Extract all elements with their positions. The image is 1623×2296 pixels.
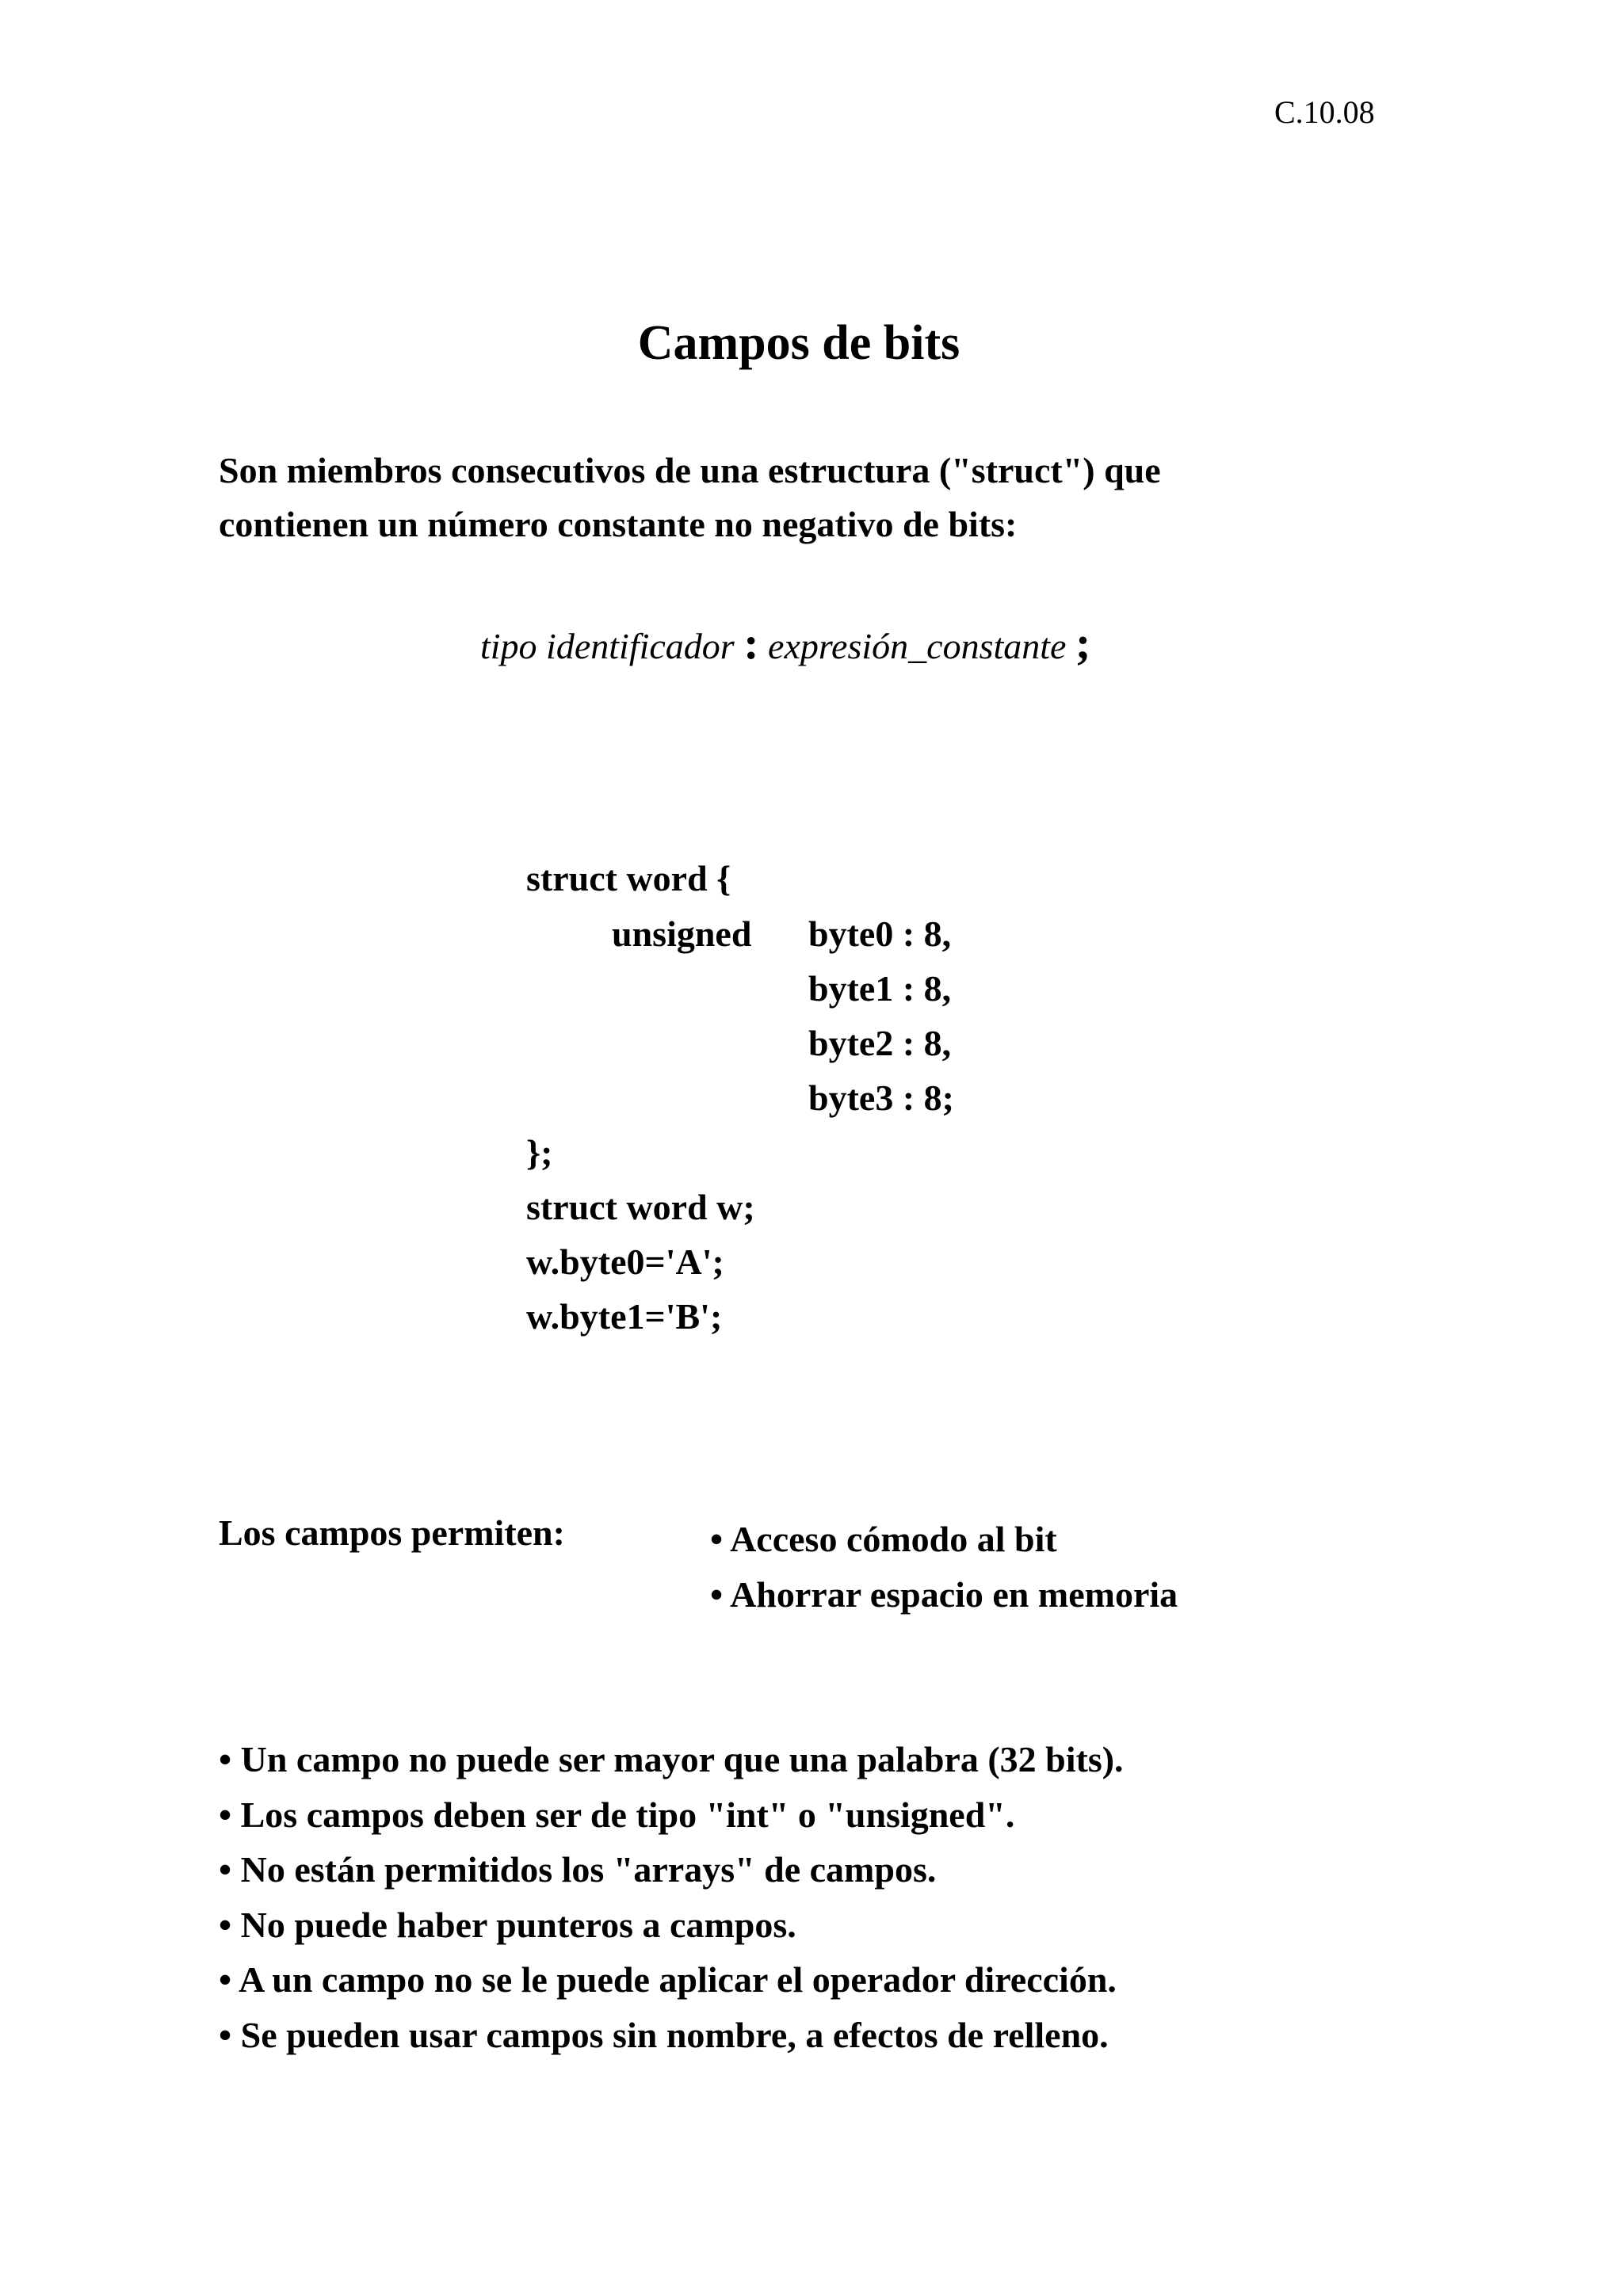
page-title: Campos de bits xyxy=(637,316,960,370)
syntax-part-constant-expression: expresión_constante xyxy=(768,626,1067,666)
code-field-byte0: byte0 : 8, xyxy=(808,913,952,954)
permits-list xyxy=(710,1512,1178,1623)
permits-item: • Ahorrar espacio en memoria xyxy=(710,1574,1178,1615)
syntax-semicolon: ; xyxy=(1075,617,1091,669)
code-assign-byte1: w.byte1='B'; xyxy=(526,1296,723,1337)
code-field-byte1: byte1 : 8, xyxy=(808,968,952,1009)
rules-list xyxy=(219,1732,1124,2062)
code-declaration: struct word w; xyxy=(526,1187,755,1227)
rule-item: • Un campo no puede ser mayor que una palabra (32 bits). xyxy=(219,1739,1124,1779)
code-field-byte2: byte2 : 8, xyxy=(808,1023,952,1063)
intro-line-2: contienen un número constante no negativo de bits: xyxy=(219,504,1018,544)
rule-item: • A un campo no se le puede aplicar el operador dirección. xyxy=(219,1959,1117,2000)
permits-item: • Acceso cómodo al bit xyxy=(710,1519,1057,1559)
code-struct-close: }; xyxy=(526,1132,553,1173)
syntax-line xyxy=(480,616,1090,669)
syntax-part-type-identifier: tipo identificador xyxy=(480,626,735,666)
code-type: unsigned xyxy=(612,913,752,954)
code-assign-byte0: w.byte0='A'; xyxy=(526,1241,724,1282)
rule-item: • Los campos deben ser de tipo "int" o "unsigned". xyxy=(219,1794,1015,1835)
intro-paragraph xyxy=(219,444,1161,551)
code-field-byte3: byte3 : 8; xyxy=(808,1077,954,1118)
code-struct-open: struct word { xyxy=(526,858,731,898)
rule-item: • No puede haber punteros a campos. xyxy=(219,1904,796,1945)
rule-item: • Se pueden usar campos sin nombre, a efectos de relleno. xyxy=(219,2014,1109,2055)
intro-line-1: Son miembros consecutivos de una estructura ("struct") que xyxy=(219,450,1161,490)
page-code: C.10.08 xyxy=(1274,94,1375,130)
syntax-colon: : xyxy=(743,617,759,669)
rule-item: • No están permitidos los "arrays" de campos. xyxy=(219,1849,937,1890)
permits-label: Los campos permiten: xyxy=(219,1512,565,1553)
